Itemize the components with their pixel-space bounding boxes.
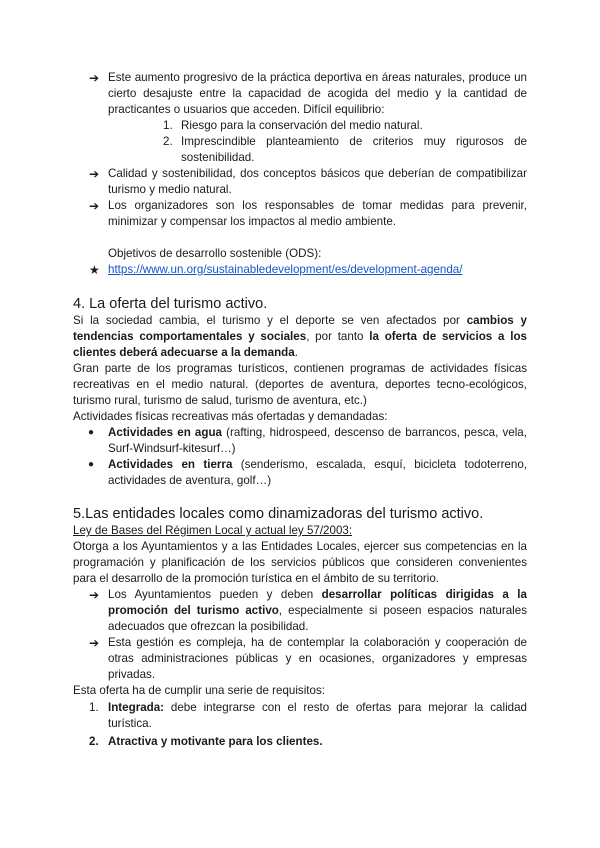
arrow-bullet-icon: ➔ (89, 199, 100, 213)
dot-bullet-icon: ● (88, 459, 95, 470)
activity-land-bold: Actividades en tierra (108, 458, 233, 471)
requirement-2-bold: Atractiva y motivante para los clientes. (108, 735, 323, 748)
activity-water-rest: (rafting, hidrospeed, descenso de barrancos, pesca, vela, Surf-Windsurf-kitesurf…) (108, 426, 527, 455)
arrow-item-ayuntamientos (73, 587, 527, 635)
sub-item-2-number: 2. (163, 135, 173, 148)
intro-item-1-text: Este aumento progresivo de la práctica deportiva en áreas naturales, produce un cierto desajuste entre la capacidad de acogida del medio y la cantidad de practicantes o usuarios que acceden. Difícil equilibrio: (108, 71, 527, 116)
requirement-1-number: 1. (89, 701, 99, 714)
section-4-paragraph-1 (73, 313, 527, 361)
requirement-2-number: 2. (89, 735, 99, 748)
intro-item-3-text: Los organizadores son los responsables de tomar medidas para prevenir, minimizar y compensar los impactos al medio ambiente. (108, 199, 527, 228)
intro-item-2-text: Calidad y sostenibilidad, dos conceptos básicos que deberían de compatibilizar turismo y medio natural. (108, 167, 527, 196)
sub-item-1-text: Riesgo para la conservación del medio natural. (181, 119, 423, 132)
section-5-paragraph-1: Otorga a los Ayuntamientos y a las Entidades Locales, ejercer sus competencias en la programación y planificación de los servicios públicos que consideren convenientes para el desarrollo de la promoción turística en el ámbito de su territorio. (73, 540, 527, 585)
ods-label-line (73, 246, 527, 262)
p1-text-c: , por tanto (306, 330, 370, 343)
intro-block (73, 70, 527, 278)
a1-bold-b: desarrollar políticas dirigidas a la promoción del turismo activo (108, 588, 527, 617)
a1-text-a: Los Ayuntamientos pueden y deben (108, 588, 322, 601)
gestion-text: Esta gestión es compleja, ha de contemplar la colaboración y cooperación de otras administraciones públicas y en ocasiones, organizadores y empresas privadas. (108, 636, 527, 681)
sub-item-1-number: 1. (163, 119, 173, 132)
ods-link[interactable]: https://www.un.org/sustainabledevelopment/es/development-agenda/ (108, 263, 463, 276)
section-5-title: 5.Las entidades locales como dinamizadoras del turismo activo. (73, 506, 484, 522)
section-4-paragraph-3: Actividades físicas recreativas más ofertadas y demandadas: (73, 410, 388, 423)
p1-text-a: Si la sociedad cambia, el turismo y el deporte se ven afectados por (73, 314, 467, 327)
activity-water-bold: Actividades en agua (108, 426, 222, 439)
sub-item-1 (73, 118, 527, 134)
sub-item-2 (73, 134, 527, 166)
arrow-item-2 (73, 166, 527, 198)
section-4-paragraph-2: Gran parte de los programas turísticos, contienen programas de actividades físicas recreativas en el medio natural. (deportes de aventura, deportes tecno-ecológicos, turismo rural, turismo de salud, turismo de aventura, etc.) (73, 362, 527, 407)
section-4-title: 4. La oferta del turismo activo. (73, 296, 268, 312)
section-5 (73, 505, 527, 750)
section-5-paragraph-2: Esta oferta ha de cumplir una serie de requisitos: (73, 684, 325, 697)
requirement-1-rest: debe integrarse con el resto de ofertas para mejorar la calidad turística. (108, 701, 527, 730)
p1-bold-b: cambios y tendencias comportamentales y sociales (73, 314, 527, 343)
arrow-bullet-icon: ➔ (89, 167, 100, 181)
p1-text-e: . (294, 346, 298, 359)
arrow-item-3 (73, 198, 527, 230)
arrow-item-gestion (73, 635, 527, 683)
star-bullet-icon: ★ (89, 263, 100, 277)
activity-land-rest: (senderismo, escalada, esquí, bicicleta todoterreno, actividades de aventura, golf…) (108, 458, 527, 487)
requirement-1 (73, 700, 527, 732)
dot-bullet-icon: ● (88, 427, 95, 438)
activity-item-land (73, 457, 527, 489)
arrow-bullet-icon: ➔ (89, 636, 100, 650)
ods-link-item (73, 262, 527, 278)
requirement-2 (73, 734, 527, 750)
arrow-item-1 (73, 70, 527, 118)
arrow-bullet-icon: ➔ (89, 71, 100, 85)
a1-text-c: , especialmente si poseen espacios naturales adecuados que ofrezcan la posibilidad. (108, 604, 527, 633)
arrow-bullet-icon: ➔ (89, 588, 100, 602)
section-4 (73, 295, 527, 489)
ods-label: Objetivos de desarrollo sostenible (ODS): (108, 247, 322, 260)
p1-bold-d: la oferta de servicios a los clientes deberá adecuarse a la demanda (73, 330, 527, 359)
requirement-1-bold: Integrada: (108, 701, 165, 714)
law-heading: Ley de Bases del Régimen Local y actual ley 57/2003: (73, 524, 353, 537)
sub-item-2-text: Imprescindible planteamiento de criterios muy rigurosos de sostenibilidad. (181, 135, 527, 164)
activity-item-water (73, 425, 527, 457)
